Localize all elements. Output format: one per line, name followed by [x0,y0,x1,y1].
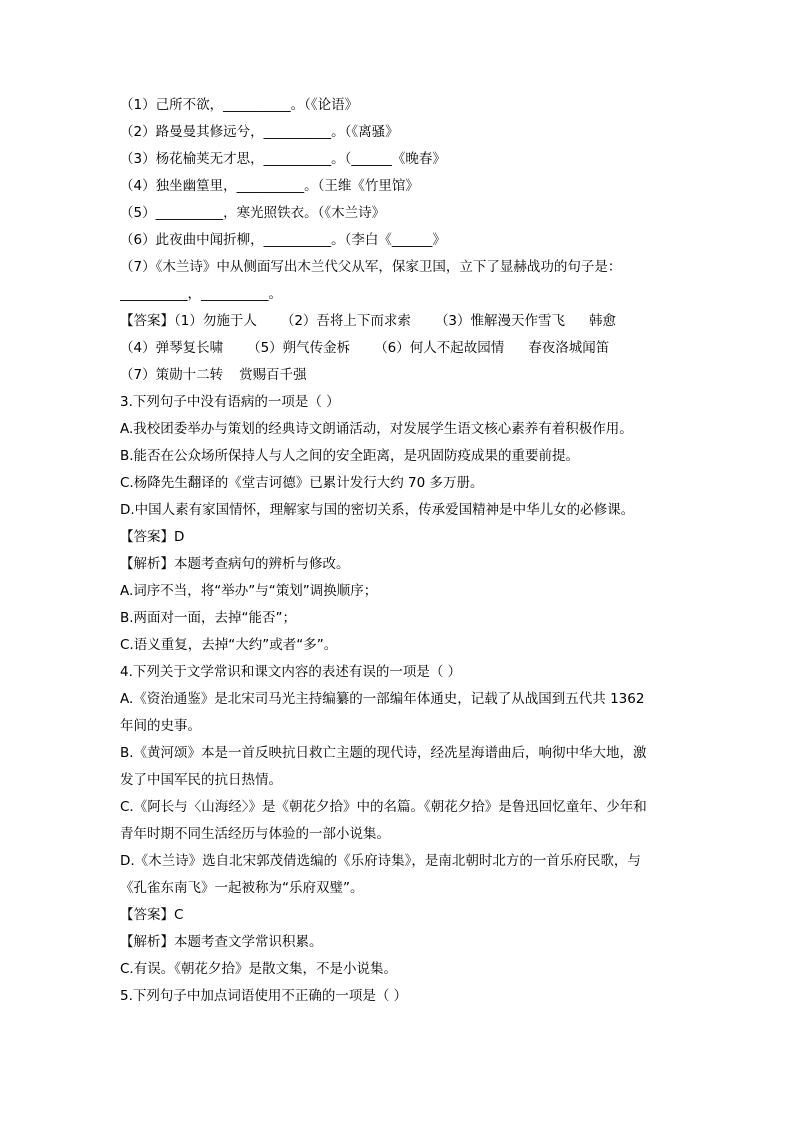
q2-item-5: （5）__________，寒光照铁衣。（《木兰诗》 [120,205,386,221]
q3-note-c: C.语义重复，去掉“大约”或者“多”。 [120,637,338,653]
q3-option-b: B.能否在公众场所保持人与人之间的安全距离，是巩固防疫成果的重要前提。 [120,448,580,464]
q2-item-2: （2）路曼曼其修远兮，__________。（《离骚》 [120,124,399,140]
answer-3-author: 韩愈 [589,313,617,329]
q3-option-d: D.中国人素有家国情怀，理解家与国的密切关系，传承爱国精神是中华儿女的必修课。 [120,502,635,518]
answer-label: 【答案】 [120,313,174,329]
q3-note-a: A.词序不当，将“举办”与“策划”调换顺序； [120,583,378,599]
q4-option-d-2: 《孔雀东南飞》一起被称为“乐府双璧”。 [120,880,364,896]
answer-7a: （7）策勋十二转 [120,367,224,383]
q2-item-7-blanks: __________，__________。 [120,286,282,302]
answer-4: （4）弹琴复长啸 [120,340,224,356]
answer-2: （2）吾将上下而求索 [280,313,411,329]
q3-option-c: C.杨降先生翻译的《堂吉诃德》已累计发行大约 70 多万册。 [120,475,484,491]
q4-option-a-2: 年间的史事。 [120,718,201,734]
q4-stem: 4.下列关于文学常识和课文内容的表述有误的一项是（ ） [120,664,462,680]
q3-option-a: A.我校团委举办与策划的经典诗文朗诵活动，对发展学生语文核心素养有着积极作用。 [120,421,633,437]
answer-6: （6）何人不起故园情 [374,340,505,356]
q4-option-a-1: A.《资治通鉴》是北宋司马光主持编纂的一部编年体通史，记载了从战国到五代共 1362 [120,691,645,707]
q2-item-7: （7）《木兰诗》中从侧面写出木兰代父从军，保家卫国，立下了显赫战功的句子是： [120,259,622,275]
answer-5: （5）朔气传金柝 [247,340,351,356]
q4-option-c-1: C.《阿长与〈山海经〉》是《朝花夕拾》中的名篇。《朝花夕拾》是鲁迅回忆童年、少年和 [120,799,647,815]
answer-7b: 赏赐百千强 [239,367,307,383]
q2-item-6: （6）此夜曲中闻折柳，__________。（李白《______》 [120,232,446,248]
q5-stem: 5.下列句子中加点词语使用不正确的一项是（ ） [120,988,408,1004]
q2-item-3: （3）杨花榆荚无才思，__________。（______《晚春》 [120,151,446,167]
q2-answer-row-1 [120,308,680,335]
answer-1: （1）勿施于人 [174,313,257,329]
q3-analysis: 【解析】本题考查病句的辨析与修改。 [120,556,350,572]
q4-option-d-1: D.《木兰诗》选自北宋郭茂倩选编的《乐府诗集》，是南北朝时北方的一首乐府民歌，与 [120,853,641,869]
document-page [120,92,680,1010]
q3-answer: 【答案】D [120,529,185,545]
q4-note: C.有误。《朝花夕拾》是散文集，不是小说集。 [120,961,397,977]
q4-analysis: 【解析】本题考查文学常识积累。 [120,934,323,950]
answer-3: （3）惟解漫天作雪飞 [434,313,566,329]
q3-note-b: B.两面对一面，去掉“能否”； [120,610,297,626]
q4-option-b-2: 发了中国军民的抗日热情。 [120,772,282,788]
q4-option-c-2: 青年时期不同生活经历与体验的一部小说集。 [120,826,390,842]
q4-option-b-1: B.《黄河颂》本是一首反映抗日救亡主题的现代诗，经冼星海谱曲后，响彻中华大地，激 [120,745,647,761]
q2-answer-row-2 [120,335,680,362]
q2-answer-row-3 [120,362,680,389]
q2-item-1: （1）己所不欲，__________。（《论语》 [120,97,359,113]
q3-stem: 3.下列句子中没有语病的一项是（ ） [120,394,340,410]
answer-6-title: 春夜洛城闻笛 [528,340,610,356]
q4-answer: 【答案】C [120,907,184,923]
q2-item-4: （4）独坐幽篁里，__________。（王维《竹里馆》 [120,178,419,194]
